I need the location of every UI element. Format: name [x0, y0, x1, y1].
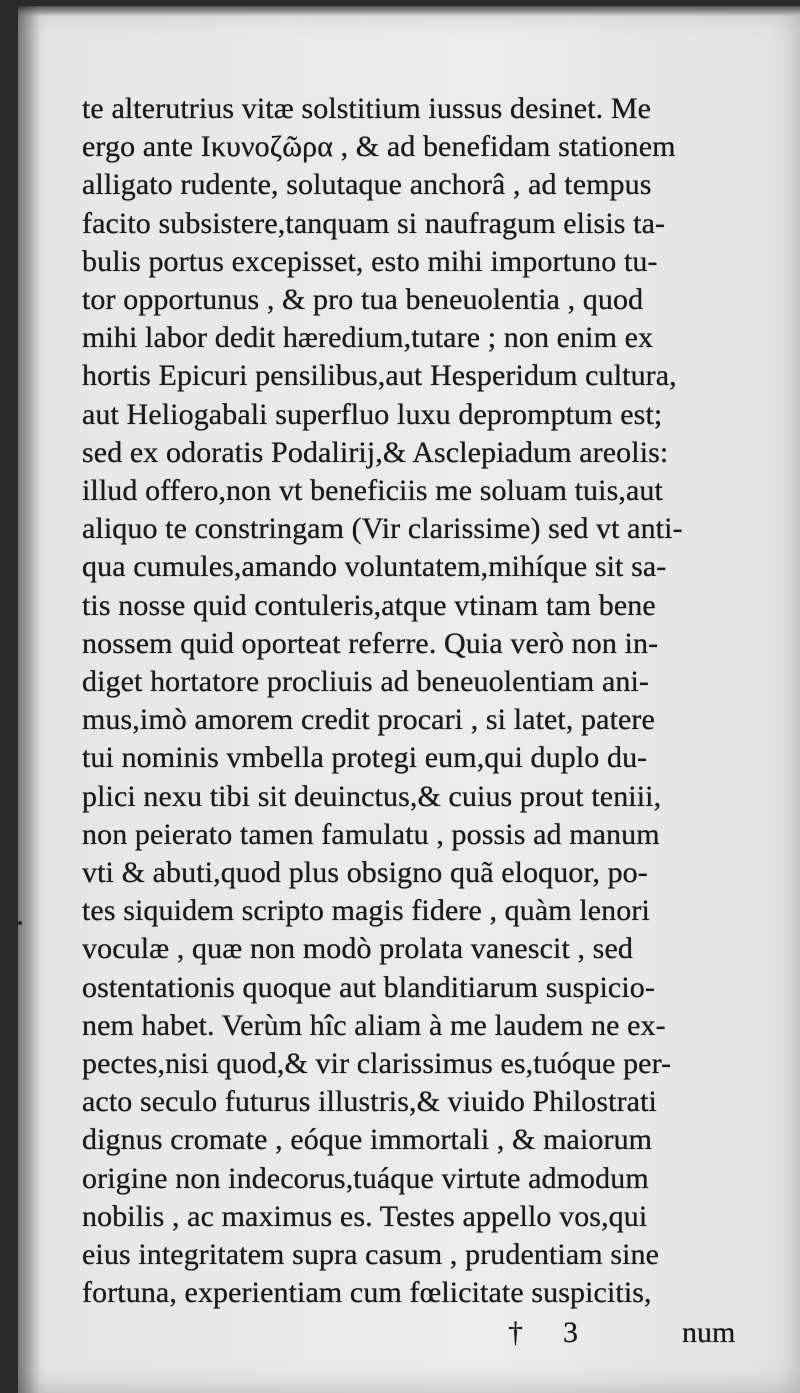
text-line: tui nominis vmbella protegi eum,qui duplo du- — [82, 741, 648, 775]
text-line: alligato rudente, solutaque anchorâ , ad tempus — [82, 168, 652, 202]
text-line: ergo ante Ικυνοζῶρα , & ad benefidam stationem — [82, 130, 676, 164]
text-line: facito subsistere,tanquam si naufragum elisis ta- — [82, 206, 666, 240]
page-footer — [18, 1316, 800, 1356]
text-line: nobilis , ac maximus es. Testes appello vos,qui — [82, 1199, 648, 1233]
text-line: aut Heliogabali superfluo luxu depromptum est; — [82, 397, 663, 431]
text-line: bulis portus excepisset, esto mihi importuno tu- — [82, 244, 658, 278]
signature-mark: † — [508, 1316, 523, 1349]
text-line: qua cumules,amando voluntatem,mihíque sit sa- — [82, 550, 667, 584]
text-line: aliquo te constringam (Vir clarissime) sed vt anti- — [82, 512, 683, 546]
text-line: fortuna, experientiam cum fœlicitate suspicitis, — [82, 1276, 652, 1310]
sheet-number: 3 — [563, 1316, 578, 1349]
text-line: non peierato tamen famulatu , possis ad manum — [82, 817, 660, 851]
margin-mark — [18, 921, 22, 925]
text-line: voculæ , quæ non modò prolata vanescit , sed — [82, 932, 633, 966]
text-line: te alterutrius vitæ solstitium iussus desinet. Me — [82, 92, 652, 125]
binding-gutter — [18, 6, 40, 1393]
page-top-edge — [18, 6, 800, 16]
text-line: mus,imò amorem credit procari , si latet, patere — [82, 703, 655, 737]
book-page — [18, 6, 800, 1393]
text-line: tes siquidem scripto magis fidere , quàm lenori — [82, 894, 650, 928]
text-line: vti & abuti,quod plus obsigno quã eloquor, po- — [82, 856, 648, 890]
text-line: dignus cromate , eóque immortali , & maiorum — [82, 1123, 653, 1157]
text-line: acto seculo futurus illustris,& viuido Philostrati — [82, 1085, 657, 1119]
text-line: sed ex odoratis Podalirij,& Asclepiadum areolis: — [82, 435, 669, 469]
text-line: origine non indecorus,tuáque virtute admodum — [82, 1161, 649, 1195]
text-line: tis nosse quid contuleris,atque vtinam tam bene — [82, 588, 656, 622]
body-text — [82, 90, 762, 1313]
text-line: mihi labor dedit hæredium,tutare ; non enim ex — [82, 321, 654, 355]
text-line: eius integritatem supra casum , prudentiam sine — [82, 1238, 660, 1272]
text-line: ostentationis quoque aut blanditiarum suspicio- — [82, 970, 655, 1004]
text-line: tor opportunus , & pro tua beneuolentia , quod — [82, 283, 644, 317]
catchword: num — [682, 1316, 736, 1349]
text-line: nossem quid oporteat referre. Quia verò non in- — [82, 626, 659, 660]
text-line: illud offero,non vt beneficiis me soluam tuis,aut — [82, 474, 663, 508]
text-line: diget hortatore procliuis ad beneuolentiam ani- — [82, 665, 650, 699]
text-line: pectes,nisi quod,& vir clarissimus es,tuóque per- — [82, 1047, 672, 1081]
text-line: plici nexu tibi sit deuinctus,& cuius prout teniii, — [82, 779, 662, 813]
text-line: nem habet. Verùm hîc aliam à me laudem ne ex- — [82, 1008, 666, 1042]
text-line: hortis Epicuri pensilibus,aut Hesperidum cultura, — [82, 359, 677, 393]
